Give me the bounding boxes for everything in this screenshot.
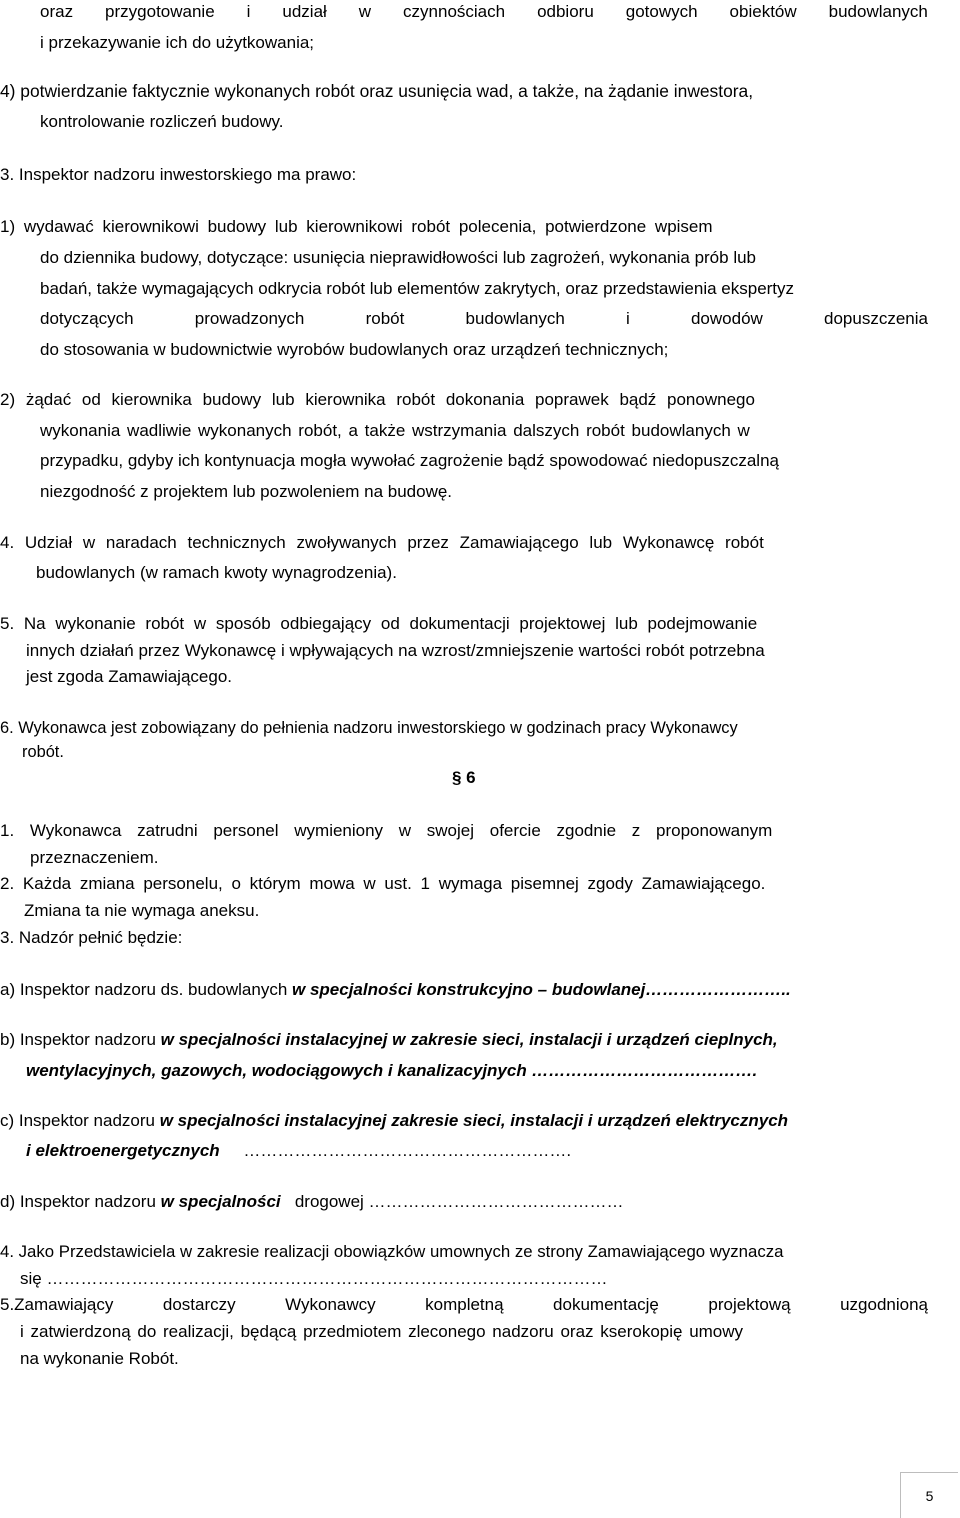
s1-line1: 1. Wykonawca zatrudni personel wymieniony w swojej ofercie zgodnie z proponowanym	[0, 821, 773, 840]
p5-line1: 2) żądać od kierownika budowy lub kierownika robót dokonania poprawek bądź ponownego	[0, 390, 755, 409]
p4l4-word: prowadzonych	[194, 309, 305, 328]
p4-line1: 1) wydawać kierownikowi budowy lub kierownikowi robót polecenia, potwierdzone wpisem	[0, 217, 713, 236]
p6-line1: 4. Udział w naradach technicznych zwoływanych przez Zamawiającego lub Wykonawcę robót	[0, 533, 764, 552]
sa-line	[0, 980, 791, 1002]
s5l1-word: uzgodnioną	[840, 1295, 928, 1314]
s2-line1: 2. Każda zmiana personelu, o którym mowa w ust. 1 wymaga pisemnej zgody Zamawiającego.	[0, 874, 766, 893]
sb-line2: wentylacyjnych, gazowych, wodociągowych i kanalizacyjnych ………………………………….	[26, 1061, 758, 1080]
p4-line3: badań, także wymagających odkrycia robót lub elementów zakrytych, oraz przedstawienia ekspertyz	[40, 279, 795, 298]
p4l4-word: robót	[365, 309, 405, 328]
sc-line1	[0, 1111, 788, 1133]
sb-bold1: w specjalności instalacyjnej w zakresie sieci, instalacji i urządzeń cieplnych,	[160, 1030, 778, 1049]
p1l1-word: w	[358, 2, 372, 21]
p4l4-word: budowlanych	[465, 309, 565, 328]
s5-line2: i zatwierdzoną do realizacji, będącą przedmiotem zleconego nadzoru oraz kserokopię umowy	[20, 1322, 744, 1341]
s5l1-word: projektową	[708, 1295, 791, 1314]
s5l1-word: kompletną	[425, 1295, 504, 1314]
p1l1-word: gotowych	[625, 2, 698, 21]
p1l1-word: budowlanych	[828, 2, 928, 21]
sc-lead: c) Inspektor nadzoru	[0, 1111, 160, 1130]
section-heading: § 6	[452, 768, 476, 787]
p4l4-word: dotyczących	[40, 309, 134, 328]
p4l4-word: dopuszczenia	[824, 309, 928, 328]
p7-line1: 5. Na wykonanie robót w sposób odbiegający od dokumentacji projektowej lub podejmowanie	[0, 614, 758, 633]
p1l1-word: i	[246, 2, 251, 21]
p3-heading: 3. Inspektor nadzoru inwestorskiego ma prawo:	[0, 165, 357, 184]
p8-line2: robót.	[22, 743, 64, 761]
sb-lead: b) Inspektor nadzoru	[0, 1030, 161, 1049]
p4-line5: do stosowania w budownictwie wyrobów budowlanych oraz urządzeń technicznych;	[40, 340, 669, 359]
p5-line4: niezgodność z projektem lub pozwoleniem na budowę.	[40, 482, 453, 501]
p1l1-word: udział	[282, 2, 327, 21]
p7-line2: innych działań przez Wykonawcę i wpływających na wzrost/zmniejszenie wartości robót potrzebna	[26, 641, 765, 660]
p4l4-word: dowodów	[690, 309, 763, 328]
s1-line2: przeznaczeniem.	[30, 848, 159, 867]
s4-line1: 4. Jako Przedstawiciela w zakresie realizacji obowiązków umownych ze strony Zamawiającego wyznacza	[0, 1242, 784, 1261]
p1l1-word: odbioru	[537, 2, 594, 21]
s5-line3: na wykonanie Robót.	[20, 1349, 179, 1368]
p8-line1: 6. Wykonawca jest zobowiązany do pełnienia nadzoru inwestorskiego w godzinach pracy Wykonawcy	[0, 719, 738, 737]
s4-line2: się ………………………………………………………………………………………	[20, 1269, 608, 1288]
sc-bold1: w specjalności instalacyjnej zakresie sieci, instalacji i urządzeń elektrycznych	[159, 1111, 789, 1130]
sb-line1	[0, 1030, 778, 1052]
sd-line	[0, 1192, 624, 1214]
p7-line3: jest zgoda Zamawiającego.	[26, 667, 233, 686]
s5l1-word: dokumentację	[553, 1295, 659, 1314]
p1l1-word: czynnościach	[403, 2, 506, 21]
s5l1-word: 5.Zamawiający	[0, 1295, 114, 1314]
p2-line2: kontrolowanie rozliczeń budowy.	[40, 112, 284, 131]
sc-bold2: i elektroenergetycznych	[26, 1141, 220, 1160]
s3-heading: 3. Nadzór pełnić będzie:	[0, 928, 183, 947]
p1l1-word: obiektów	[729, 2, 797, 21]
p1l1-word: oraz	[40, 2, 74, 21]
p5-line2: wykonania wadliwie wykonanych robót, a także wstrzymania dalszych robót budowlanych w	[40, 421, 750, 440]
s5-line1	[0, 1295, 928, 1317]
sc-line2	[26, 1141, 571, 1163]
s2-line2: Zmiana ta nie wymaga aneksu.	[24, 901, 260, 920]
p4-line2: do dziennika budowy, dotyczące: usunięcia nieprawidłowości lub zagrożeń, wykonania prób lub	[40, 248, 757, 267]
sc-dots: ………………………………………………….	[219, 1141, 572, 1160]
sa-bold: w specjalności konstrukcyjno – budowlanej……………………..	[292, 980, 791, 999]
p4-line4	[40, 309, 928, 331]
s5l1-word: Wykonawcy	[285, 1295, 376, 1314]
p1-line1	[40, 2, 928, 24]
p4l4-word: i	[625, 309, 630, 328]
p1l1-word: przygotowanie	[105, 2, 215, 21]
sd-tail: drogowej ………………………………………	[280, 1192, 624, 1211]
p6-line2: budowlanych (w ramach kwoty wynagrodzenia).	[36, 563, 397, 582]
p5-line3: przypadku, gdyby ich kontynuacja mogła wywołać zagrożenie bądź spowodować niedopuszczalną	[40, 451, 779, 470]
page-number: 5	[900, 1472, 958, 1518]
sd-lead: d) Inspektor nadzoru	[0, 1192, 161, 1211]
sa-lead: a) Inspektor nadzoru ds. budowlanych	[0, 980, 293, 999]
s5l1-word: dostarczy	[162, 1295, 236, 1314]
sd-bold: w specjalności	[160, 1192, 281, 1211]
p2-line1: 4) potwierdzanie faktycznie wykonanych robót oraz usunięcia wad, a także, na żądanie inwestora,	[0, 81, 754, 101]
p1-line2: i przekazywanie ich do użytkowania;	[40, 33, 315, 52]
